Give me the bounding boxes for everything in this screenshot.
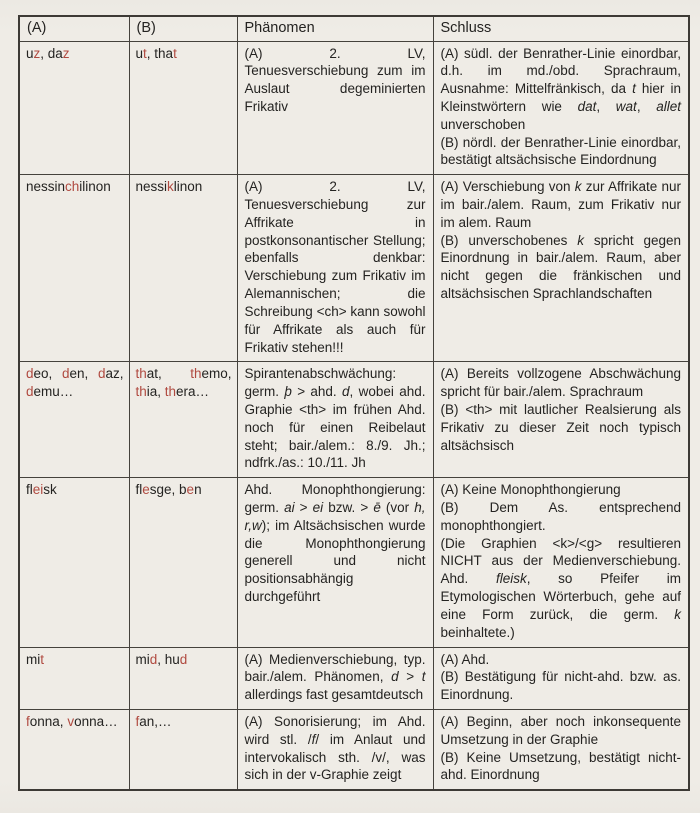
cell-phaenomen	[237, 647, 433, 709]
text-paragraph: that, themo, thia, thera…	[135, 366, 232, 400]
highlighted-letter: z	[62, 45, 70, 61]
highlighted-letter: ch	[65, 179, 80, 195]
highlighted-letter: k	[167, 179, 174, 195]
table-row	[19, 709, 689, 790]
header-row	[19, 16, 689, 41]
highlighted-letter: f	[26, 713, 30, 729]
text-paragraph: (A) Sonorisierung; im Ahd. wird stl. /f/ im Anlaut und intervokalisch sth. /v/, was sich in der v-Graphie zeigt	[244, 713, 426, 783]
cell-phaenomen	[237, 709, 433, 790]
text-paragraph: (A) Keine Monophthongierung	[440, 482, 621, 498]
highlighted-letter: th	[190, 366, 202, 382]
cell-phaenomen	[237, 175, 433, 362]
header-col-phaenomen: Phänomen	[237, 16, 433, 41]
highlighted-letter: d	[26, 366, 34, 382]
italic-term: t	[632, 81, 636, 97]
text-paragraph: (A) Bereits vollzogene Abschwächung spricht für bair./alem. Sprachraum	[440, 366, 681, 400]
table-body	[19, 41, 689, 790]
table-row	[19, 41, 689, 175]
text-paragraph: deo, den, daz, demu…	[26, 366, 124, 400]
table-header	[19, 16, 689, 41]
highlighted-letter: d	[97, 366, 106, 382]
highlighted-letter: v	[67, 713, 75, 729]
cell-b	[129, 647, 237, 709]
italic-term: ei	[312, 500, 324, 516]
highlighted-letter: t	[173, 45, 177, 61]
italic-term: allet	[656, 98, 681, 114]
highlighted-letter: d	[179, 651, 188, 667]
text-paragraph: (A) 2. LV, Tenuesverschiebung zum im Auslaut degeminierten Frikativ	[244, 45, 426, 114]
cell-phaenomen	[237, 41, 433, 175]
highlighted-letter: d	[26, 384, 34, 400]
text-paragraph: (B) Bestätigung für nicht-ahd. bzw. as. Einordnung.	[440, 669, 681, 703]
text-paragraph: fan,…	[135, 713, 172, 729]
text-paragraph: flesge, ben	[135, 482, 202, 498]
text-paragraph: mid, hud	[135, 651, 188, 667]
text-paragraph: ut, that	[135, 45, 177, 61]
cell-b	[129, 175, 237, 362]
text-paragraph: fonna, vonna…	[26, 713, 118, 729]
highlighted-letter: z	[33, 45, 41, 61]
italic-term: dat	[577, 98, 597, 114]
cell-schluss	[433, 362, 689, 478]
cell-phaenomen	[237, 362, 433, 478]
highlighted-letter: e	[186, 482, 195, 498]
text-paragraph: (B) nördl. der Benrather-Linie einordbar, bestätigt altsächsische Eindordnung	[440, 134, 681, 168]
text-paragraph: (B) Dem As. entsprechend monophthongiert.	[440, 500, 681, 533]
cell-a	[19, 647, 129, 709]
text-paragraph: nessiklinon	[135, 179, 203, 195]
cell-schluss	[433, 647, 689, 709]
text-paragraph: (Die Graphien <k>/<g> resultieren NICHT aus der Medienverschiebung. Ahd. fleisk, so Pfeifer im Etymologischen Wörterbuch, gehe auf eine Form zurück, die germ. k beinhaltete.)	[440, 535, 681, 640]
italic-term: ē	[373, 500, 381, 516]
text-paragraph: mit	[26, 651, 45, 667]
highlighted-letter: t	[40, 651, 45, 667]
table-row	[19, 478, 689, 647]
cell-b	[129, 709, 237, 790]
cell-a	[19, 709, 129, 790]
italic-term: k	[577, 232, 584, 248]
text-paragraph: Spirantenabschwächung: germ. þ > ahd. d, wobei ahd. Graphie <th> im frühen Ahd. noch für einen Reibelaut steht; bair./alem.: 8./9. Jh.; ndfrk./as.: 10./11. Jh	[244, 366, 426, 471]
italic-term: wat	[615, 98, 637, 114]
highlighted-letter: d	[61, 366, 70, 382]
cell-a	[19, 478, 129, 647]
table-row	[19, 175, 689, 362]
cell-a	[19, 175, 129, 362]
cell-schluss	[433, 709, 689, 790]
text-paragraph: (A) Ahd.	[440, 651, 490, 667]
italic-term: fleisk	[495, 571, 527, 587]
text-paragraph: Ahd. Monophthongierung: germ. ai > ei bzw. > ē (vor h, r,w); im Altsächsischen wurde die Monophthongierung generell und nicht positionsabhängig durchgeführt	[244, 482, 426, 605]
highlighted-letter: ei	[32, 482, 44, 498]
cell-a	[19, 362, 129, 478]
highlighted-letter: f	[135, 713, 140, 729]
text-paragraph: uz, daz	[26, 45, 70, 61]
italic-term: k	[574, 179, 582, 195]
text-paragraph: (B) Keine Umsetzung, bestätigt nicht-ahd. Einordnung	[440, 749, 681, 783]
text-paragraph: (A) Beginn, aber noch inkonsequente Umsetzung in der Graphie	[440, 713, 681, 747]
cell-schluss	[433, 478, 689, 647]
cell-a	[19, 41, 129, 175]
highlighted-letter: e	[142, 482, 150, 498]
linguistics-comparison-table	[18, 15, 690, 791]
header-col-a: (A)	[19, 16, 129, 41]
table-row	[19, 362, 689, 478]
cell-schluss	[433, 175, 689, 362]
cell-b	[129, 478, 237, 647]
highlighted-letter: th	[135, 366, 147, 382]
cell-phaenomen	[237, 478, 433, 647]
highlighted-letter: t	[143, 45, 147, 61]
text-paragraph: (B) <th> mit lautlicher Realsierung als Frikativ zu dieser Zeit noch typisch altsächsisch	[440, 401, 681, 453]
header-col-schluss: Schluss	[433, 16, 689, 41]
table-row	[19, 647, 689, 709]
text-paragraph: (A) Medienverschiebung, typ. bair./alem. Phänomen, d > t allerdings fast gesamtdeutsch	[244, 651, 426, 703]
text-paragraph: (A) 2. LV, Tenuesverschiebung zur Affrikate in postkonsonantischer Stellung; ebenfalls denkbar: Verschiebung zum Frikativ im Alemannischen; die Schreibung <ch> kann sowohl für Affrikate als auch für Frikativ stehen!!!	[244, 179, 426, 355]
highlighted-letter: th	[135, 384, 147, 400]
cell-b	[129, 41, 237, 175]
italic-term: þ	[284, 384, 292, 400]
text-paragraph: (B) unverschobenes k spricht gegen Einordnung in bair./alem. Raum, aber nicht gegen die fränkischen und altsächsischen Sprachlandschaften	[440, 232, 681, 302]
cell-schluss	[433, 41, 689, 175]
text-paragraph: (A) Verschiebung von k zur Affrikate nur im bair./alem. Raum, zum Frikativ nur im alem. Raum	[440, 179, 681, 230]
highlighted-letter: d	[149, 651, 158, 667]
italic-term: k	[674, 606, 681, 622]
text-paragraph: fleisk	[26, 482, 57, 498]
italic-term: d	[342, 384, 350, 400]
highlighted-letter: th	[164, 384, 177, 400]
italic-term: f	[311, 731, 316, 747]
text-paragraph: (A) südl. der Benrather-Linie einordbar, d.h. im md./obd. Sprachraum, Ausnahme: Mittelfränkisch, da t hier in Kleinstwörtern wie dat, wat, allet unverschoben	[440, 45, 681, 132]
header-col-b: (B)	[129, 16, 237, 41]
italic-term: ai	[284, 500, 295, 516]
italic-term: h, r,w	[244, 500, 426, 533]
text-paragraph: nessinchilinon	[26, 179, 111, 195]
italic-term: t	[421, 669, 426, 685]
cell-b	[129, 362, 237, 478]
italic-term: d	[391, 669, 399, 685]
